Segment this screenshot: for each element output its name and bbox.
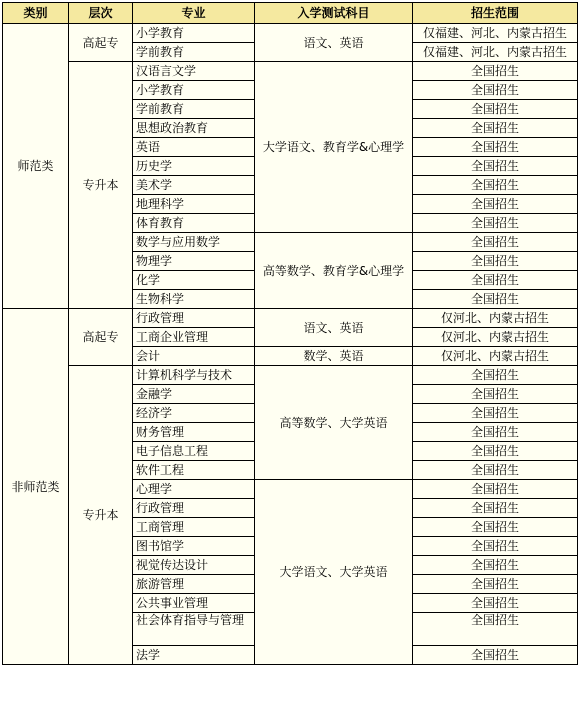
major-cell: 汉语言文学 — [133, 62, 255, 81]
major-cell: 工商管理 — [133, 518, 255, 537]
scope-cell: 全国招生 — [413, 157, 578, 176]
scope-cell: 仅福建、河北、内蒙古招生 — [413, 43, 578, 62]
subjects-cell: 语文、英语 — [255, 24, 413, 62]
scope-cell: 全国招生 — [413, 62, 578, 81]
header-scope: 招生范围 — [413, 3, 578, 24]
header-level: 层次 — [69, 3, 133, 24]
scope-cell: 全国招生 — [413, 138, 578, 157]
scope-cell: 全国招生 — [413, 271, 578, 290]
scope-cell: 全国招生 — [413, 556, 578, 575]
major-cell: 历史学 — [133, 157, 255, 176]
scope-cell: 全国招生 — [413, 176, 578, 195]
major-cell: 行政管理 — [133, 499, 255, 518]
subjects-cell: 语文、英语 — [255, 309, 413, 347]
subjects-cell: 大学语文、大学英语 — [255, 480, 413, 665]
scope-cell: 全国招生 — [413, 537, 578, 556]
scope-cell: 全国招生 — [413, 233, 578, 252]
scope-cell: 全国招生 — [413, 404, 578, 423]
major-cell: 小学教育 — [133, 24, 255, 43]
header-subjects: 入学测试科目 — [255, 3, 413, 24]
major-cell: 小学教育 — [133, 81, 255, 100]
scope-cell: 仅福建、河北、内蒙古招生 — [413, 24, 578, 43]
scope-cell: 全国招生 — [413, 442, 578, 461]
major-cell: 社会体育指导与管理 — [133, 613, 255, 646]
major-cell: 电子信息工程 — [133, 442, 255, 461]
category-cell: 师范类 — [3, 24, 69, 309]
scope-cell: 全国招生 — [413, 119, 578, 138]
major-cell: 视觉传达设计 — [133, 556, 255, 575]
major-cell: 美术学 — [133, 176, 255, 195]
table-row — [3, 309, 578, 328]
major-cell: 生物科学 — [133, 290, 255, 309]
scope-cell: 全国招生 — [413, 195, 578, 214]
scope-cell: 全国招生 — [413, 252, 578, 271]
scope-cell: 全国招生 — [413, 480, 578, 499]
major-cell: 财务管理 — [133, 423, 255, 442]
category-cell: 非师范类 — [3, 309, 69, 665]
table-row — [3, 24, 578, 43]
scope-cell: 全国招生 — [413, 499, 578, 518]
major-cell: 工商企业管理 — [133, 328, 255, 347]
scope-cell: 全国招生 — [413, 385, 578, 404]
scope-cell: 仅河北、内蒙古招生 — [413, 347, 578, 366]
level-cell: 专升本 — [69, 366, 133, 665]
major-cell: 计算机科学与技术 — [133, 366, 255, 385]
major-cell: 心理学 — [133, 480, 255, 499]
scope-cell: 全国招生 — [413, 613, 578, 646]
major-cell: 公共事业管理 — [133, 594, 255, 613]
major-cell: 物理学 — [133, 252, 255, 271]
major-cell: 体育教育 — [133, 214, 255, 233]
scope-cell: 全国招生 — [413, 100, 578, 119]
scope-cell: 全国招生 — [413, 518, 578, 537]
enrollment-table — [2, 2, 578, 665]
major-cell: 软件工程 — [133, 461, 255, 480]
level-cell: 高起专 — [69, 24, 133, 62]
header-row — [3, 3, 578, 24]
scope-cell: 全国招生 — [413, 423, 578, 442]
major-cell: 旅游管理 — [133, 575, 255, 594]
major-cell: 图书馆学 — [133, 537, 255, 556]
major-cell: 行政管理 — [133, 309, 255, 328]
subjects-cell: 高等数学、大学英语 — [255, 366, 413, 480]
scope-cell: 全国招生 — [413, 594, 578, 613]
table-row — [3, 366, 578, 385]
scope-cell: 全国招生 — [413, 81, 578, 100]
level-cell: 专升本 — [69, 62, 133, 309]
major-cell: 会计 — [133, 347, 255, 366]
scope-cell: 全国招生 — [413, 575, 578, 594]
scope-cell: 全国招生 — [413, 290, 578, 309]
major-cell: 数学与应用数学 — [133, 233, 255, 252]
major-cell: 金融学 — [133, 385, 255, 404]
major-cell: 经济学 — [133, 404, 255, 423]
major-cell: 法学 — [133, 646, 255, 665]
scope-cell: 仅河北、内蒙古招生 — [413, 309, 578, 328]
major-cell: 地理科学 — [133, 195, 255, 214]
scope-cell: 全国招生 — [413, 366, 578, 385]
major-cell: 学前教育 — [133, 100, 255, 119]
scope-cell: 仅河北、内蒙古招生 — [413, 328, 578, 347]
major-cell: 英语 — [133, 138, 255, 157]
major-cell: 化学 — [133, 271, 255, 290]
major-cell: 思想政治教育 — [133, 119, 255, 138]
header-major: 专业 — [133, 3, 255, 24]
subjects-cell: 高等数学、教育学&心理学 — [255, 233, 413, 309]
header-category: 类别 — [3, 3, 69, 24]
subjects-cell: 大学语文、教育学&心理学 — [255, 62, 413, 233]
major-cell: 学前教育 — [133, 43, 255, 62]
subjects-cell: 数学、英语 — [255, 347, 413, 366]
scope-cell: 全国招生 — [413, 214, 578, 233]
scope-cell: 全国招生 — [413, 646, 578, 665]
scope-cell: 全国招生 — [413, 461, 578, 480]
level-cell: 高起专 — [69, 309, 133, 366]
table-row — [3, 62, 578, 81]
